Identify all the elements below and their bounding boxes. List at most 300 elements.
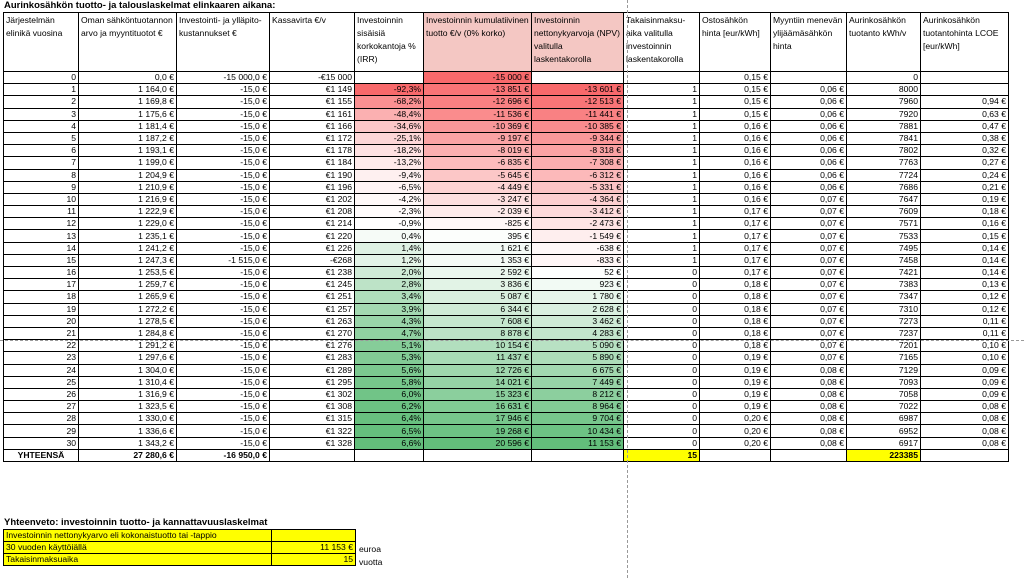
cell-irr: 5,8% bbox=[355, 376, 424, 388]
cell-self-production-value: 1 193,1 € bbox=[79, 145, 177, 157]
cell-year: 1 bbox=[4, 84, 79, 96]
cell-cumulative-return: -6 835 € bbox=[424, 157, 532, 169]
cell-self-production-value: 1 235,1 € bbox=[79, 230, 177, 242]
cell-self-production-value: 1 265,9 € bbox=[79, 291, 177, 303]
cell-npv: 10 434 € bbox=[532, 425, 624, 437]
cell-sale-price: 0,07 € bbox=[771, 315, 847, 327]
table-row bbox=[4, 169, 1009, 181]
total-year: YHTEENSÄ bbox=[4, 449, 79, 461]
cell-cumulative-return: -15 000 € bbox=[424, 72, 532, 84]
cell-npv: 5 090 € bbox=[532, 340, 624, 352]
cell-costs: -15,0 € bbox=[177, 108, 270, 120]
cell-cashflow: €1 328 bbox=[270, 437, 355, 449]
cell-npv: 1 780 € bbox=[532, 291, 624, 303]
cell-cumulative-return: -4 449 € bbox=[424, 181, 532, 193]
cell-irr: 6,5% bbox=[355, 425, 424, 437]
cell-year: 24 bbox=[4, 364, 79, 376]
cell-lcoe bbox=[921, 84, 1009, 96]
cell-irr: -9,4% bbox=[355, 169, 424, 181]
cell-production: 7533 bbox=[847, 230, 921, 242]
cell-self-production-value: 0,0 € bbox=[79, 72, 177, 84]
cell-payback: 0 bbox=[624, 364, 700, 376]
cell-npv: -9 344 € bbox=[532, 132, 624, 144]
cell-cumulative-return: 15 323 € bbox=[424, 388, 532, 400]
cell-costs: -15,0 € bbox=[177, 193, 270, 205]
cell-costs: -15,0 € bbox=[177, 267, 270, 279]
cell-cashflow: €1 214 bbox=[270, 218, 355, 230]
cell-npv: -5 331 € bbox=[532, 181, 624, 193]
page-break-vertical bbox=[627, 0, 628, 578]
cell-lcoe: 0,08 € bbox=[921, 425, 1009, 437]
cell-production: 7129 bbox=[847, 364, 921, 376]
cell-production: 7495 bbox=[847, 242, 921, 254]
cell-production: 7383 bbox=[847, 279, 921, 291]
cell-self-production-value: 1 310,4 € bbox=[79, 376, 177, 388]
cell-production: 7724 bbox=[847, 169, 921, 181]
cell-lcoe: 0,38 € bbox=[921, 132, 1009, 144]
table-row bbox=[4, 254, 1009, 266]
cell-sale-price: 0,07 € bbox=[771, 242, 847, 254]
column-header-irr: Investoinnin sisäisiä korkokantoja % (IRR) bbox=[355, 13, 424, 72]
cell-costs: -15,0 € bbox=[177, 279, 270, 291]
cell-self-production-value: 1 253,5 € bbox=[79, 267, 177, 279]
cell-costs: -15,0 € bbox=[177, 120, 270, 132]
cell-npv bbox=[532, 72, 624, 84]
cell-npv: 4 283 € bbox=[532, 327, 624, 339]
cell-lcoe: 0,09 € bbox=[921, 364, 1009, 376]
cell-year: 26 bbox=[4, 388, 79, 400]
cell-lcoe: 0,11 € bbox=[921, 327, 1009, 339]
cell-cumulative-return: -11 536 € bbox=[424, 108, 532, 120]
cell-purchase-price: 0,19 € bbox=[700, 364, 771, 376]
cell-payback: 0 bbox=[624, 376, 700, 388]
table-row bbox=[4, 364, 1009, 376]
cell-self-production-value: 1 241,2 € bbox=[79, 242, 177, 254]
cell-sale-price: 0,07 € bbox=[771, 218, 847, 230]
cell-sale-price: 0,06 € bbox=[771, 108, 847, 120]
total-self-production-value: 27 280,6 € bbox=[79, 449, 177, 461]
cell-cumulative-return: 6 344 € bbox=[424, 303, 532, 315]
table-row bbox=[4, 84, 1009, 96]
cell-year: 22 bbox=[4, 340, 79, 352]
summary-table bbox=[3, 529, 356, 566]
cell-costs: -15,0 € bbox=[177, 340, 270, 352]
cell-sale-price: 0,08 € bbox=[771, 413, 847, 425]
cell-production: 7881 bbox=[847, 120, 921, 132]
cell-self-production-value: 1 304,0 € bbox=[79, 364, 177, 376]
cell-payback: 0 bbox=[624, 340, 700, 352]
cell-lcoe: 0,16 € bbox=[921, 218, 1009, 230]
cell-production: 7421 bbox=[847, 267, 921, 279]
cell-irr: 6,0% bbox=[355, 388, 424, 400]
total-sale-price bbox=[771, 449, 847, 461]
cell-payback: 1 bbox=[624, 218, 700, 230]
cell-lcoe: 0,24 € bbox=[921, 169, 1009, 181]
cell-year: 7 bbox=[4, 157, 79, 169]
cell-cumulative-return: 17 946 € bbox=[424, 413, 532, 425]
cell-cumulative-return: 395 € bbox=[424, 230, 532, 242]
table-row bbox=[4, 181, 1009, 193]
cell-purchase-price: 0,18 € bbox=[700, 291, 771, 303]
cell-cumulative-return: 2 592 € bbox=[424, 267, 532, 279]
table-row bbox=[4, 230, 1009, 242]
cell-self-production-value: 1 181,4 € bbox=[79, 120, 177, 132]
sheet-title: Aurinkosähkön tuotto- ja talouslaskelmat elinkaaren aikana: bbox=[4, 0, 276, 11]
cell-purchase-price: 0,18 € bbox=[700, 327, 771, 339]
cell-self-production-value: 1 291,2 € bbox=[79, 340, 177, 352]
cell-npv: 2 628 € bbox=[532, 303, 624, 315]
cell-sale-price: 0,08 € bbox=[771, 376, 847, 388]
cell-production: 6917 bbox=[847, 437, 921, 449]
cell-cumulative-return: -13 851 € bbox=[424, 84, 532, 96]
cell-year: 8 bbox=[4, 169, 79, 181]
cell-npv: 7 449 € bbox=[532, 376, 624, 388]
cell-costs: -15,0 € bbox=[177, 132, 270, 144]
cell-production: 7093 bbox=[847, 376, 921, 388]
cell-costs: -15,0 € bbox=[177, 401, 270, 413]
cell-purchase-price: 0,17 € bbox=[700, 242, 771, 254]
cell-irr: 6,4% bbox=[355, 413, 424, 425]
cell-payback: 0 bbox=[624, 388, 700, 400]
cell-payback: 0 bbox=[624, 279, 700, 291]
cell-sale-price: 0,06 € bbox=[771, 157, 847, 169]
cell-npv: 5 890 € bbox=[532, 352, 624, 364]
cell-sale-price: 0,07 € bbox=[771, 267, 847, 279]
cell-irr: -18,2% bbox=[355, 145, 424, 157]
column-header-production: Aurinkosähkön tuotanto kWh/v bbox=[847, 13, 921, 72]
cell-production: 7022 bbox=[847, 401, 921, 413]
column-header-cumulative-return: Investoinnin kumulatiivinen tuotto €/v (0% korko) bbox=[424, 13, 532, 72]
cell-sale-price: 0,07 € bbox=[771, 230, 847, 242]
cell-cashflow: €1 220 bbox=[270, 230, 355, 242]
cell-year: 27 bbox=[4, 401, 79, 413]
cell-npv: -3 412 € bbox=[532, 206, 624, 218]
cell-costs: -15,0 € bbox=[177, 218, 270, 230]
total-costs: -16 950,0 € bbox=[177, 449, 270, 461]
cell-irr: 3,9% bbox=[355, 303, 424, 315]
cell-costs: -15,0 € bbox=[177, 327, 270, 339]
cell-lcoe: 0,08 € bbox=[921, 437, 1009, 449]
cell-costs: -15,0 € bbox=[177, 145, 270, 157]
total-irr bbox=[355, 449, 424, 461]
cell-sale-price: 0,06 € bbox=[771, 181, 847, 193]
cell-npv: -8 318 € bbox=[532, 145, 624, 157]
cell-self-production-value: 1 259,7 € bbox=[79, 279, 177, 291]
table-row bbox=[4, 425, 1009, 437]
page-break-horizontal bbox=[0, 340, 1024, 341]
cell-cashflow: €1 295 bbox=[270, 376, 355, 388]
cell-irr: 2,0% bbox=[355, 267, 424, 279]
cell-cashflow: -€15 000 bbox=[270, 72, 355, 84]
cell-lcoe: 0,27 € bbox=[921, 157, 1009, 169]
cell-cumulative-return: -12 696 € bbox=[424, 96, 532, 108]
cell-year: 20 bbox=[4, 315, 79, 327]
cell-cashflow: €1 238 bbox=[270, 267, 355, 279]
cell-self-production-value: 1 330,0 € bbox=[79, 413, 177, 425]
cell-cumulative-return: -8 019 € bbox=[424, 145, 532, 157]
cell-purchase-price: 0,17 € bbox=[700, 254, 771, 266]
table-row bbox=[4, 206, 1009, 218]
cell-npv: -11 441 € bbox=[532, 108, 624, 120]
cell-payback: 1 bbox=[624, 120, 700, 132]
cell-production: 8000 bbox=[847, 84, 921, 96]
cell-purchase-price: 0,15 € bbox=[700, 96, 771, 108]
cell-costs: -15,0 € bbox=[177, 376, 270, 388]
cell-payback: 1 bbox=[624, 108, 700, 120]
total-npv bbox=[532, 449, 624, 461]
cell-sale-price: 0,06 € bbox=[771, 120, 847, 132]
cell-lcoe: 0,09 € bbox=[921, 376, 1009, 388]
cell-npv: 8 212 € bbox=[532, 388, 624, 400]
payback-value: 15 bbox=[272, 554, 356, 566]
cell-sale-price bbox=[771, 72, 847, 84]
cell-cashflow: -€268 bbox=[270, 254, 355, 266]
table-row bbox=[4, 132, 1009, 144]
cell-payback: 0 bbox=[624, 352, 700, 364]
cell-sale-price: 0,06 € bbox=[771, 96, 847, 108]
cell-irr: 3,4% bbox=[355, 291, 424, 303]
cell-year: 25 bbox=[4, 376, 79, 388]
cell-irr: -6,5% bbox=[355, 181, 424, 193]
cell-cumulative-return: -5 645 € bbox=[424, 169, 532, 181]
cell-irr: 6,2% bbox=[355, 401, 424, 413]
cell-year: 11 bbox=[4, 206, 79, 218]
cell-cashflow: €1 315 bbox=[270, 413, 355, 425]
cell-cashflow: €1 283 bbox=[270, 352, 355, 364]
cell-costs: -15,0 € bbox=[177, 291, 270, 303]
cell-sale-price: 0,06 € bbox=[771, 84, 847, 96]
cell-year: 0 bbox=[4, 72, 79, 84]
cell-production: 7609 bbox=[847, 206, 921, 218]
cell-payback: 1 bbox=[624, 181, 700, 193]
cell-purchase-price: 0,15 € bbox=[700, 108, 771, 120]
total-cashflow bbox=[270, 449, 355, 461]
cell-npv: 3 462 € bbox=[532, 315, 624, 327]
cell-npv: 6 675 € bbox=[532, 364, 624, 376]
cell-purchase-price: 0,19 € bbox=[700, 376, 771, 388]
cell-irr: -25,1% bbox=[355, 132, 424, 144]
cell-self-production-value: 1 297,6 € bbox=[79, 352, 177, 364]
cell-cumulative-return: 7 608 € bbox=[424, 315, 532, 327]
cell-self-production-value: 1 187,2 € bbox=[79, 132, 177, 144]
cell-lcoe: 0,63 € bbox=[921, 108, 1009, 120]
cell-cumulative-return: 14 021 € bbox=[424, 376, 532, 388]
cell-costs: -15,0 € bbox=[177, 303, 270, 315]
cell-self-production-value: 1 272,2 € bbox=[79, 303, 177, 315]
cell-year: 9 bbox=[4, 181, 79, 193]
cell-self-production-value: 1 210,9 € bbox=[79, 181, 177, 193]
column-header-self-production-value: Oman sähköntuotannon arvo ja myyntituotot € bbox=[79, 13, 177, 72]
totals-row bbox=[4, 449, 1009, 461]
table-row bbox=[4, 72, 1009, 84]
cell-irr: -4,2% bbox=[355, 193, 424, 205]
cell-payback: 1 bbox=[624, 96, 700, 108]
cell-purchase-price: 0,16 € bbox=[700, 181, 771, 193]
cell-lcoe: 0,47 € bbox=[921, 120, 1009, 132]
table-row bbox=[4, 108, 1009, 120]
cell-costs: -15,0 € bbox=[177, 413, 270, 425]
cell-production: 6952 bbox=[847, 425, 921, 437]
cell-cumulative-return: 1 353 € bbox=[424, 254, 532, 266]
cell-production: 7347 bbox=[847, 291, 921, 303]
cell-production: 7841 bbox=[847, 132, 921, 144]
cell-costs: -15,0 € bbox=[177, 206, 270, 218]
cell-cashflow: €1 263 bbox=[270, 315, 355, 327]
table-row bbox=[4, 193, 1009, 205]
cell-year: 15 bbox=[4, 254, 79, 266]
cell-npv: 52 € bbox=[532, 267, 624, 279]
cell-lcoe: 0,14 € bbox=[921, 242, 1009, 254]
cell-cumulative-return: 5 087 € bbox=[424, 291, 532, 303]
cell-cashflow: €1 302 bbox=[270, 388, 355, 400]
cell-cumulative-return: -10 369 € bbox=[424, 120, 532, 132]
cell-payback: 1 bbox=[624, 157, 700, 169]
cell-sale-price: 0,07 € bbox=[771, 327, 847, 339]
cell-production: 7310 bbox=[847, 303, 921, 315]
cell-cashflow: €1 270 bbox=[270, 327, 355, 339]
cell-payback: 1 bbox=[624, 206, 700, 218]
cell-purchase-price: 0,18 € bbox=[700, 340, 771, 352]
cell-payback: 1 bbox=[624, 242, 700, 254]
cell-cashflow: €1 155 bbox=[270, 96, 355, 108]
cell-self-production-value: 1 343,2 € bbox=[79, 437, 177, 449]
total-production: 223385 bbox=[847, 449, 921, 461]
cell-costs: -15,0 € bbox=[177, 388, 270, 400]
cell-npv: 923 € bbox=[532, 279, 624, 291]
cell-payback: 0 bbox=[624, 327, 700, 339]
cell-self-production-value: 1 175,6 € bbox=[79, 108, 177, 120]
cell-sale-price: 0,07 € bbox=[771, 303, 847, 315]
cell-npv: -7 308 € bbox=[532, 157, 624, 169]
cell-irr: 4,7% bbox=[355, 327, 424, 339]
cell-self-production-value: 1 204,9 € bbox=[79, 169, 177, 181]
column-header-year: Järjestelmän elinikä vuosina bbox=[4, 13, 79, 72]
cell-year: 10 bbox=[4, 193, 79, 205]
cell-cumulative-return: 20 596 € bbox=[424, 437, 532, 449]
cell-cumulative-return: -825 € bbox=[424, 218, 532, 230]
cell-irr: -68,2% bbox=[355, 96, 424, 108]
cell-costs: -15,0 € bbox=[177, 157, 270, 169]
cell-npv: -10 385 € bbox=[532, 120, 624, 132]
cell-sale-price: 0,07 € bbox=[771, 352, 847, 364]
cell-costs: -15,0 € bbox=[177, 437, 270, 449]
cell-sale-price: 0,08 € bbox=[771, 425, 847, 437]
cell-year: 18 bbox=[4, 291, 79, 303]
cell-sale-price: 0,08 € bbox=[771, 388, 847, 400]
cell-costs: -15,0 € bbox=[177, 230, 270, 242]
cell-lcoe: 0,14 € bbox=[921, 254, 1009, 266]
cell-production: 7458 bbox=[847, 254, 921, 266]
cell-irr bbox=[355, 72, 424, 84]
cell-self-production-value: 1 336,6 € bbox=[79, 425, 177, 437]
cell-year: 6 bbox=[4, 145, 79, 157]
table-row bbox=[4, 242, 1009, 254]
cell-lcoe: 0,14 € bbox=[921, 267, 1009, 279]
cell-npv: -638 € bbox=[532, 242, 624, 254]
cell-cumulative-return: -3 247 € bbox=[424, 193, 532, 205]
cell-purchase-price: 0,16 € bbox=[700, 120, 771, 132]
cell-cumulative-return: 16 631 € bbox=[424, 401, 532, 413]
cell-irr: 1,2% bbox=[355, 254, 424, 266]
cell-npv: -833 € bbox=[532, 254, 624, 266]
table-row bbox=[4, 291, 1009, 303]
cell-production: 7920 bbox=[847, 108, 921, 120]
cell-sale-price: 0,07 € bbox=[771, 206, 847, 218]
table-row bbox=[4, 352, 1009, 364]
cell-lcoe: 0,21 € bbox=[921, 181, 1009, 193]
cell-purchase-price: 0,18 € bbox=[700, 315, 771, 327]
cell-sale-price: 0,07 € bbox=[771, 340, 847, 352]
cell-purchase-price: 0,17 € bbox=[700, 267, 771, 279]
cell-payback bbox=[624, 72, 700, 84]
cell-payback: 0 bbox=[624, 401, 700, 413]
cell-cashflow: €1 308 bbox=[270, 401, 355, 413]
cell-payback: 1 bbox=[624, 169, 700, 181]
cell-year: 21 bbox=[4, 327, 79, 339]
cell-payback: 0 bbox=[624, 315, 700, 327]
cell-year: 12 bbox=[4, 218, 79, 230]
cell-lcoe: 0,08 € bbox=[921, 413, 1009, 425]
table-row bbox=[4, 279, 1009, 291]
cell-payback: 1 bbox=[624, 254, 700, 266]
cell-year: 19 bbox=[4, 303, 79, 315]
cell-cashflow: €1 178 bbox=[270, 145, 355, 157]
cell-production: 7273 bbox=[847, 315, 921, 327]
cell-lcoe: 0,12 € bbox=[921, 303, 1009, 315]
column-header-npv: Investoinnin nettonykyarvoja (NPV) valitulla laskentakorolla bbox=[532, 13, 624, 72]
cell-purchase-price: 0,16 € bbox=[700, 193, 771, 205]
cell-purchase-price: 0,16 € bbox=[700, 145, 771, 157]
table-row bbox=[4, 388, 1009, 400]
cell-lcoe: 0,10 € bbox=[921, 340, 1009, 352]
cell-year: 4 bbox=[4, 120, 79, 132]
cell-year: 14 bbox=[4, 242, 79, 254]
cell-production: 7058 bbox=[847, 388, 921, 400]
cell-npv: -12 513 € bbox=[532, 96, 624, 108]
cell-purchase-price: 0,15 € bbox=[700, 72, 771, 84]
table-row bbox=[4, 145, 1009, 157]
cell-lcoe: 0,15 € bbox=[921, 230, 1009, 242]
cell-cumulative-return: -9 197 € bbox=[424, 132, 532, 144]
cell-cashflow: €1 226 bbox=[270, 242, 355, 254]
column-header-sale-price: Myyntiin menevän ylijäämäsähkön hinta bbox=[771, 13, 847, 72]
cell-costs: -15,0 € bbox=[177, 364, 270, 376]
cell-self-production-value: 1 316,9 € bbox=[79, 388, 177, 400]
total-cumulative-return bbox=[424, 449, 532, 461]
cell-cumulative-return: 3 836 € bbox=[424, 279, 532, 291]
cell-purchase-price: 0,17 € bbox=[700, 230, 771, 242]
cell-irr: -0,9% bbox=[355, 218, 424, 230]
column-header-purchase-price: Ostosähkön hinta [eur/kWh] bbox=[700, 13, 771, 72]
cell-cashflow: €1 149 bbox=[270, 84, 355, 96]
cell-cumulative-return: 8 878 € bbox=[424, 327, 532, 339]
cell-sale-price: 0,06 € bbox=[771, 132, 847, 144]
cell-payback: 1 bbox=[624, 145, 700, 157]
npv-value: 11 153 € bbox=[272, 542, 356, 554]
cell-year: 16 bbox=[4, 267, 79, 279]
cell-purchase-price: 0,16 € bbox=[700, 157, 771, 169]
cell-cashflow: €1 208 bbox=[270, 206, 355, 218]
cell-cashflow: €1 257 bbox=[270, 303, 355, 315]
cell-irr: 6,6% bbox=[355, 437, 424, 449]
cell-cashflow: €1 190 bbox=[270, 169, 355, 181]
cell-costs: -15,0 € bbox=[177, 84, 270, 96]
cell-purchase-price: 0,17 € bbox=[700, 218, 771, 230]
cell-payback: 0 bbox=[624, 303, 700, 315]
cell-purchase-price: 0,20 € bbox=[700, 437, 771, 449]
cell-irr: 5,1% bbox=[355, 340, 424, 352]
cell-npv: -1 549 € bbox=[532, 230, 624, 242]
